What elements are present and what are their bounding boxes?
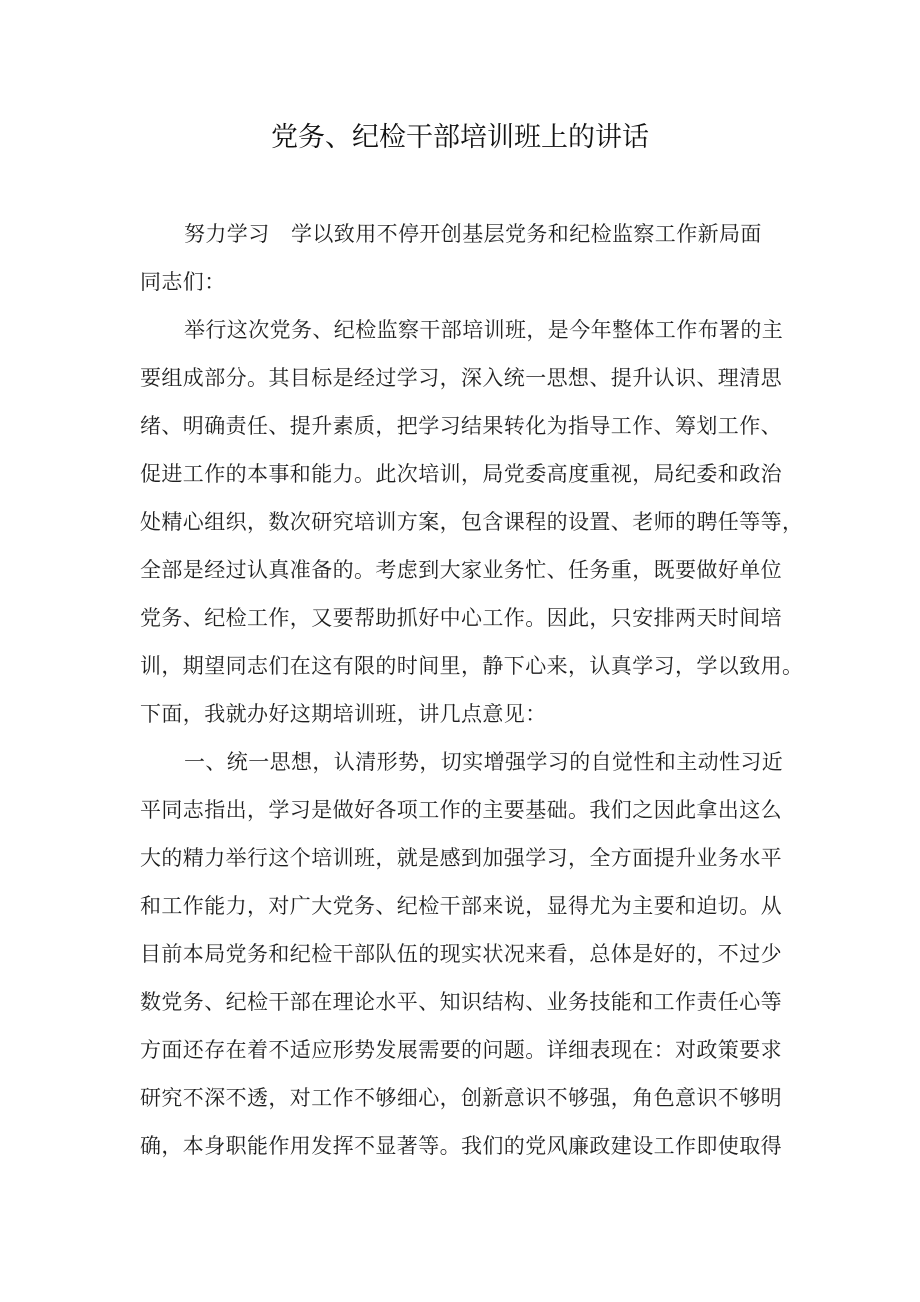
paragraph-line: 举行这次党务、纪检监察干部培训班，是今年整体工作布署的主 [184, 318, 784, 342]
paragraph-line: 要组成部分。其目标是经过学习，深入统一思想、提升认识、理清思 [140, 366, 782, 390]
paragraph-line: 平同志指出，学习是做好各项工作的主要基础。我们之因此拿出这么 [140, 798, 782, 822]
paragraph-line: 绪、明确责任、提升素质，把学习结果转化为指导工作、筹划工作、 [140, 414, 782, 438]
paragraph-line: 党务、纪检工作，又要帮助抓好中心工作。因此，只安排两天时间培 [140, 606, 782, 630]
paragraph-line: 确，本身职能作用发挥不显著等。我们的党风廉政建设工作即使取得 [140, 1134, 782, 1158]
paragraph-line: 下面，我就办好这期培训班，讲几点意见： [140, 702, 547, 726]
paragraph-line: 数党务、纪检干部在理论水平、知识结构、业务技能和工作责任心等 [140, 990, 782, 1014]
salutation-line: 同志们： [140, 270, 226, 294]
paragraph-line: 处精心组织，数次研究培训方案，包含课程的设置、老师的聘任等等， [140, 510, 804, 534]
subtitle-line: 努力学习 学以致用不停开创基层党务和纪检监察工作新局面 [184, 222, 762, 246]
paragraph-line: 目前本局党务和纪检干部队伍的现实状况来看，总体是好的，不过少 [140, 942, 782, 966]
paragraph-line: 全部是经过认真准备的。考虑到大家业务忙、任务重，既要做好单位 [140, 558, 782, 582]
paragraph-line: 大的精力举行这个培训班，就是感到加强学习，全方面提升业务水平 [140, 846, 782, 870]
paragraph-line: 方面还存在着不适应形势发展需要的问题。详细表现在：对政策要求 [140, 1038, 782, 1062]
paragraph-line: 研究不深不透，对工作不够细心，创新意识不够强，角色意识不够明 [140, 1086, 782, 1110]
document-body [140, 210, 804, 1170]
paragraph-line: 训，期望同志们在这有限的时间里，静下心来，认真学习，学以致用。 [140, 654, 804, 678]
paragraph-line: 促进工作的本事和能力。此次培训，局党委高度重视，局纪委和政治 [140, 462, 782, 486]
document-title: 党务、纪检干部培训班上的讲话 [271, 122, 649, 153]
section-heading-line: 一、统一思想，认清形势，切实增强学习的自觉性和主动性习近 [184, 750, 784, 774]
paragraph-line: 和工作能力，对广大党务、纪检干部来说，显得尤为主要和迫切。从 [140, 894, 782, 918]
